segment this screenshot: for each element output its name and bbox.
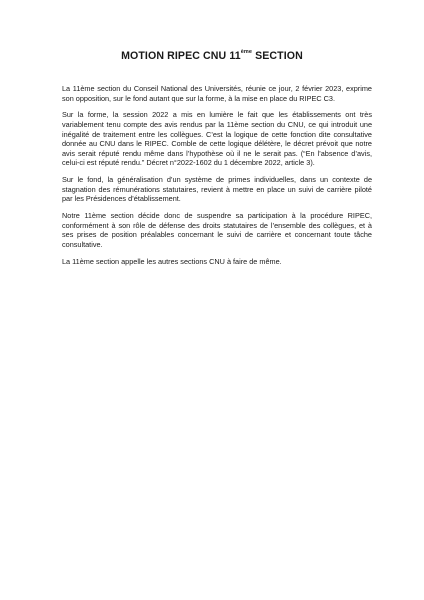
paragraph-form: Sur la forme, la session 2022 a mis en lumière le fait que les établissements ont très variablement tenu compte des avis rendus par la 11ème section du CNU, ce qui introduit une inégalité de traitement entre les collègues. C’est la logique de cette fonction dite consultative donnée au CNU dans le RIPEC. Comble de cette logique délétère, le décret prévoit que notre avis serait réputé rendu même dans l’hypothèse où il ne le serait pas. (“En l’absence d’avis, celui-ci est réputé rendu.” Décret n°2022-1602 du 1 décembre 2022, article 3). <box>62 110 372 168</box>
paragraph-call: La 11ème section appelle les autres sections CNU à faire de même. <box>62 256 282 266</box>
document-body <box>62 84 372 273</box>
document-title <box>0 50 424 62</box>
title-end: SECTION <box>252 50 303 62</box>
title-main: MOTION RIPEC CNU 11 <box>121 50 241 62</box>
paragraph-substance: Sur le fond, la généralisation d’un système de primes individuelles, dans un contexte de stagnation des rémunérations statutaires, revient à mettre en place un suivi de carrière piloté par les Présidences d’établissement. <box>62 175 372 204</box>
title-superscript: ème <box>240 49 253 56</box>
paragraph-intro: La 11ème section du Conseil National des Universités, réunie ce jour, 2 février 2023, exprime son opposition, sur le fond autant que sur la forme, à la mise en place du RIPEC C3. <box>62 84 372 103</box>
paragraph-decision: Notre 11ème section décide donc de suspendre sa participation à la procédure RIPEC, conformément à son rôle de défense des droits statutaires de l’ensemble des collègues, et à ses prises de position préalables concernant le suivi de carrière et concernant toute tâche consultative. <box>62 211 372 249</box>
